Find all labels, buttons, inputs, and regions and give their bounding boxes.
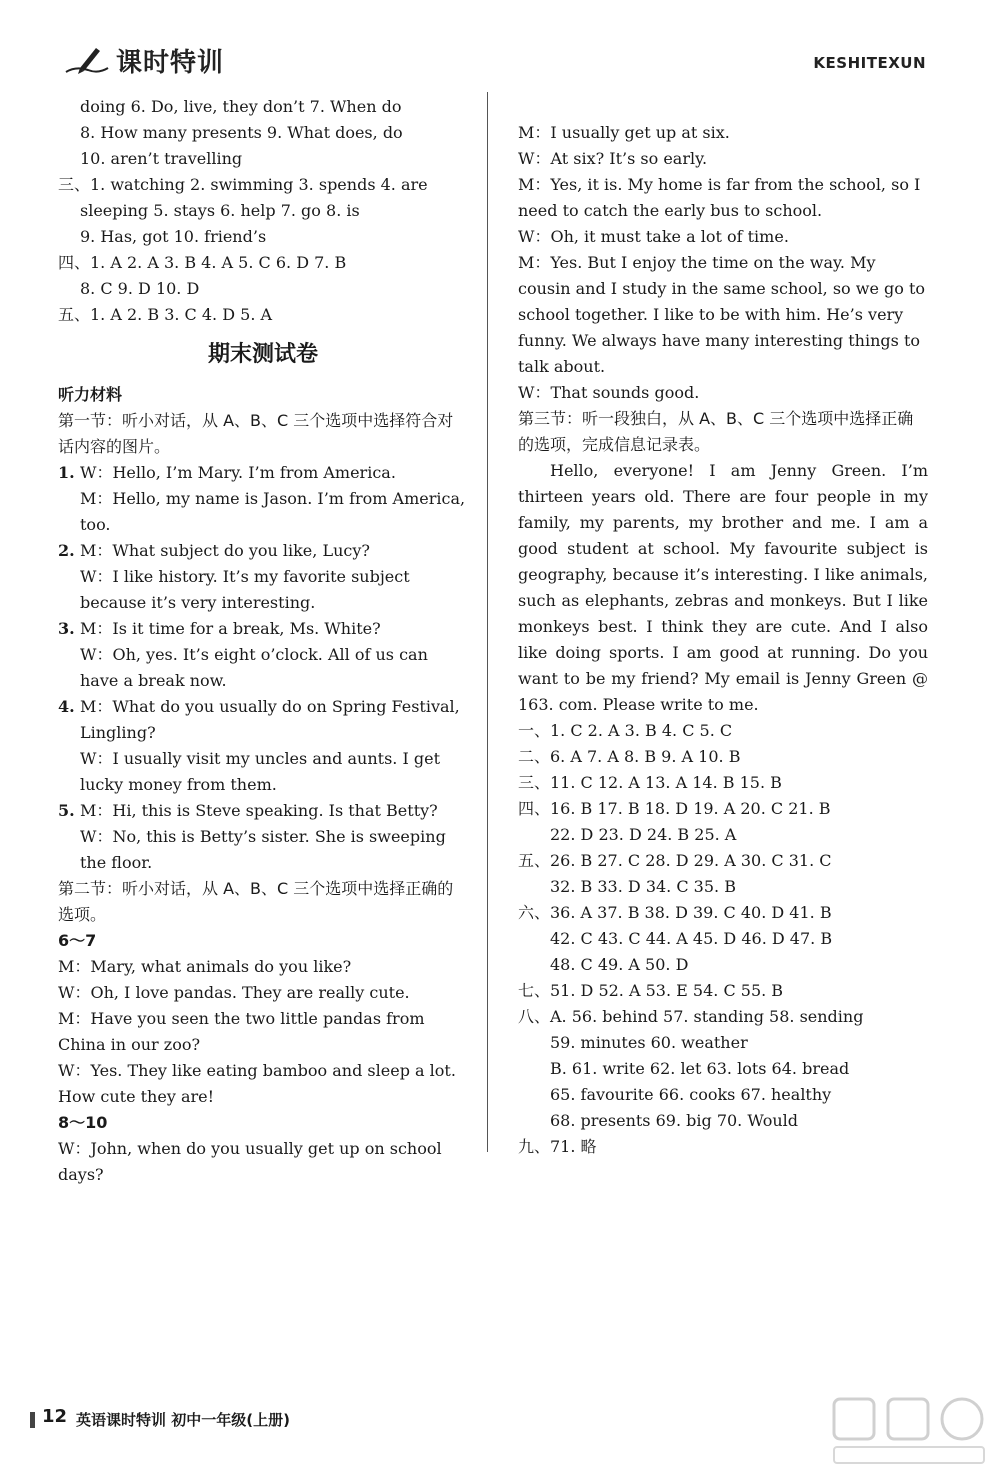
column-divider — [487, 92, 488, 1152]
dialogue-line: W：Oh, it must take a lot of time. — [518, 227, 789, 246]
answer-line: 42. C 43. C 44. A 45. D 46. D 47. B — [550, 929, 833, 948]
answer-line: 65. favourite 66. cooks 67. healthy — [550, 1085, 832, 1104]
answer-line: 10. aren’t travelling — [80, 149, 243, 168]
dialogue-line: M：Yes. But I enjoy the time on the way. My cousin and I study in the same school, so we go to school together. I like to be with him. He’s very funny. We always have many interesting things to talk about. — [518, 253, 926, 376]
answer-line: sleeping 5. stays 6. help 7. go 8. is — [80, 201, 360, 220]
answer-line: 68. presents 69. big 70. Would — [550, 1111, 799, 1130]
dialogue-line: M：Mary, what animals do you like? — [58, 957, 352, 976]
pen-icon — [62, 44, 112, 78]
logo — [62, 42, 224, 79]
answer-line: 五、26. B 27. C 28. D 29. A 30. C 31. C — [518, 851, 832, 870]
listening-item-1 — [58, 460, 468, 538]
page-number: 12 — [42, 1406, 68, 1427]
answer-line: 五、1. A 2. B 3. C 4. D 5. A — [58, 305, 273, 324]
listening-item-2 — [58, 538, 468, 616]
book-title: 英语课时特训 初中一年级(上册) — [76, 1411, 290, 1429]
answer-key — [518, 718, 928, 1160]
item-number: 2. — [58, 541, 75, 560]
dialogue-line: W：At six? It’s so early. — [518, 149, 708, 168]
part-instruction: 第一节：听小对话，从 A、B、C 三个选项中选择符合对话内容的图片。 — [58, 411, 454, 456]
dialogue-line: M：Hi, this is Steve speaking. Is that Betty? — [80, 801, 438, 820]
dialogue-line: M：What subject do you like, Lucy? — [80, 541, 370, 560]
answer-line: 七、51. D 52. A 53. E 54. C 55. B — [518, 981, 784, 1000]
answer-line: 59. minutes 60. weather — [550, 1033, 748, 1052]
dialogue-line: W：I usually visit my uncles and aunts. I get lucky money from them. — [80, 749, 441, 794]
watermark-logo-icon — [830, 1395, 990, 1467]
listening-title: 听力材料 — [58, 385, 123, 404]
item-number: 4. — [58, 697, 75, 716]
answer-line: 九、71. 略 — [518, 1137, 597, 1156]
dialogue-line: M：I usually get up at six. — [518, 123, 730, 142]
item-number: 5. — [58, 801, 75, 820]
dialogue-line: M：Is it time for a break, Ms. White? — [80, 619, 381, 638]
dialogue-line: W：I like history. It’s my favorite subject because it’s very interesting. — [80, 567, 410, 612]
dialogue-line: W：Yes. They like eating bamboo and sleep a lot. How cute they are! — [58, 1061, 456, 1106]
section-title: 期末测试卷 — [207, 342, 318, 367]
answer-line: 9. Has, got 10. friend’s — [80, 227, 267, 246]
answer-line: 八、A. 56. behind 57. standing 58. sending — [518, 1007, 864, 1026]
answer-line: 三、11. C 12. A 13. A 14. B 15. B — [518, 773, 782, 792]
dialogue-line: W：Oh, I love pandas. They are really cute. — [58, 983, 410, 1002]
answer-line: B. 61. write 62. let 63. lots 64. bread — [550, 1059, 850, 1078]
answer-line: 三、1. watching 2. swimming 3. spends 4. are — [58, 175, 428, 194]
answer-line: 22. D 23. D 24. B 25. A — [550, 825, 737, 844]
item-number: 1. — [58, 463, 75, 482]
listening-item-5 — [58, 798, 468, 876]
dialogue-line: M：Have you seen the two little pandas from China in our zoo? — [58, 1009, 425, 1054]
answer-line: 32. B 33. D 34. C 35. B — [550, 877, 736, 896]
item-number: 3. — [58, 619, 75, 638]
listening-item-3 — [58, 616, 468, 694]
answer-line: doing 6. Do, live, they don’t 7. When do — [80, 97, 402, 116]
answer-line: 六、36. A 37. B 38. D 39. C 40. D 41. B — [518, 903, 832, 922]
part-instruction: 第二节：听小对话，从 A、B、C 三个选项中选择正确的选项。 — [58, 879, 454, 924]
page-marker — [30, 1412, 35, 1428]
left-column — [58, 94, 468, 1188]
logo-text: 课时特训 — [116, 48, 225, 78]
brand-label: KESHITEXUN — [813, 54, 926, 72]
item-range: 6～7 — [58, 931, 97, 950]
page-header — [0, 0, 1000, 90]
answer-line: 四、1. A 2. A 3. B 4. A 5. C 6. D 7. B — [58, 253, 347, 272]
dialogue-line: W：Oh, yes. It’s eight o’clock. All of us can have a break now. — [80, 645, 428, 690]
answer-line: 48. C 49. A 50. D — [550, 955, 689, 974]
answer-line: 四、16. B 17. B 18. D 19. A 20. C 21. B — [518, 799, 831, 818]
dialogue-line: M：What do you usually do on Spring Festival, Lingling? — [80, 697, 460, 742]
answer-line: 二、6. A 7. A 8. B 9. A 10. B — [518, 747, 741, 766]
answer-line: 8. C 9. D 10. D — [80, 279, 200, 298]
right-column — [518, 94, 928, 1160]
monologue-text: Hello, everyone! I am Jenny Green. I’m thirteen years old. There are four people in my family, my parents, my brother and me. I am a good student at school. My favourite subject is geography, because it’s interesting. I like animals, such as elephants, zebras and monkeys. But I like monkeys best. I think they are cute. And I also like doing sports. I am good at running. Do you want to be my friend? My email is Jenny Green @ 163. com. Please write to me. — [518, 461, 928, 714]
dialogue-line: W：John, when do you usually get up on school days? — [58, 1139, 442, 1184]
part-instruction: 第三节：听一段独白，从 A、B、C 三个选项中选择正确的选项，完成信息记录表。 — [518, 409, 914, 454]
listening-item-4 — [58, 694, 468, 798]
dialogue-line: M：Hello, my name is Jason. I’m from America, too. — [80, 489, 466, 534]
dialogue-line: W：Hello, I’m Mary. I’m from America. — [80, 463, 396, 482]
item-range: 8～10 — [58, 1113, 108, 1132]
answer-line: 一、1. C 2. A 3. B 4. C 5. C — [518, 721, 733, 740]
dialogue-line: W：That sounds good. — [518, 383, 700, 402]
dialogue-line: W：No, this is Betty’s sister. She is sweeping the floor. — [80, 827, 446, 872]
dialogue-line: M：Yes, it is. My home is far from the school, so I need to catch the early bus to school. — [518, 175, 921, 220]
answer-line: 8. How many presents 9. What does, do — [80, 123, 403, 142]
